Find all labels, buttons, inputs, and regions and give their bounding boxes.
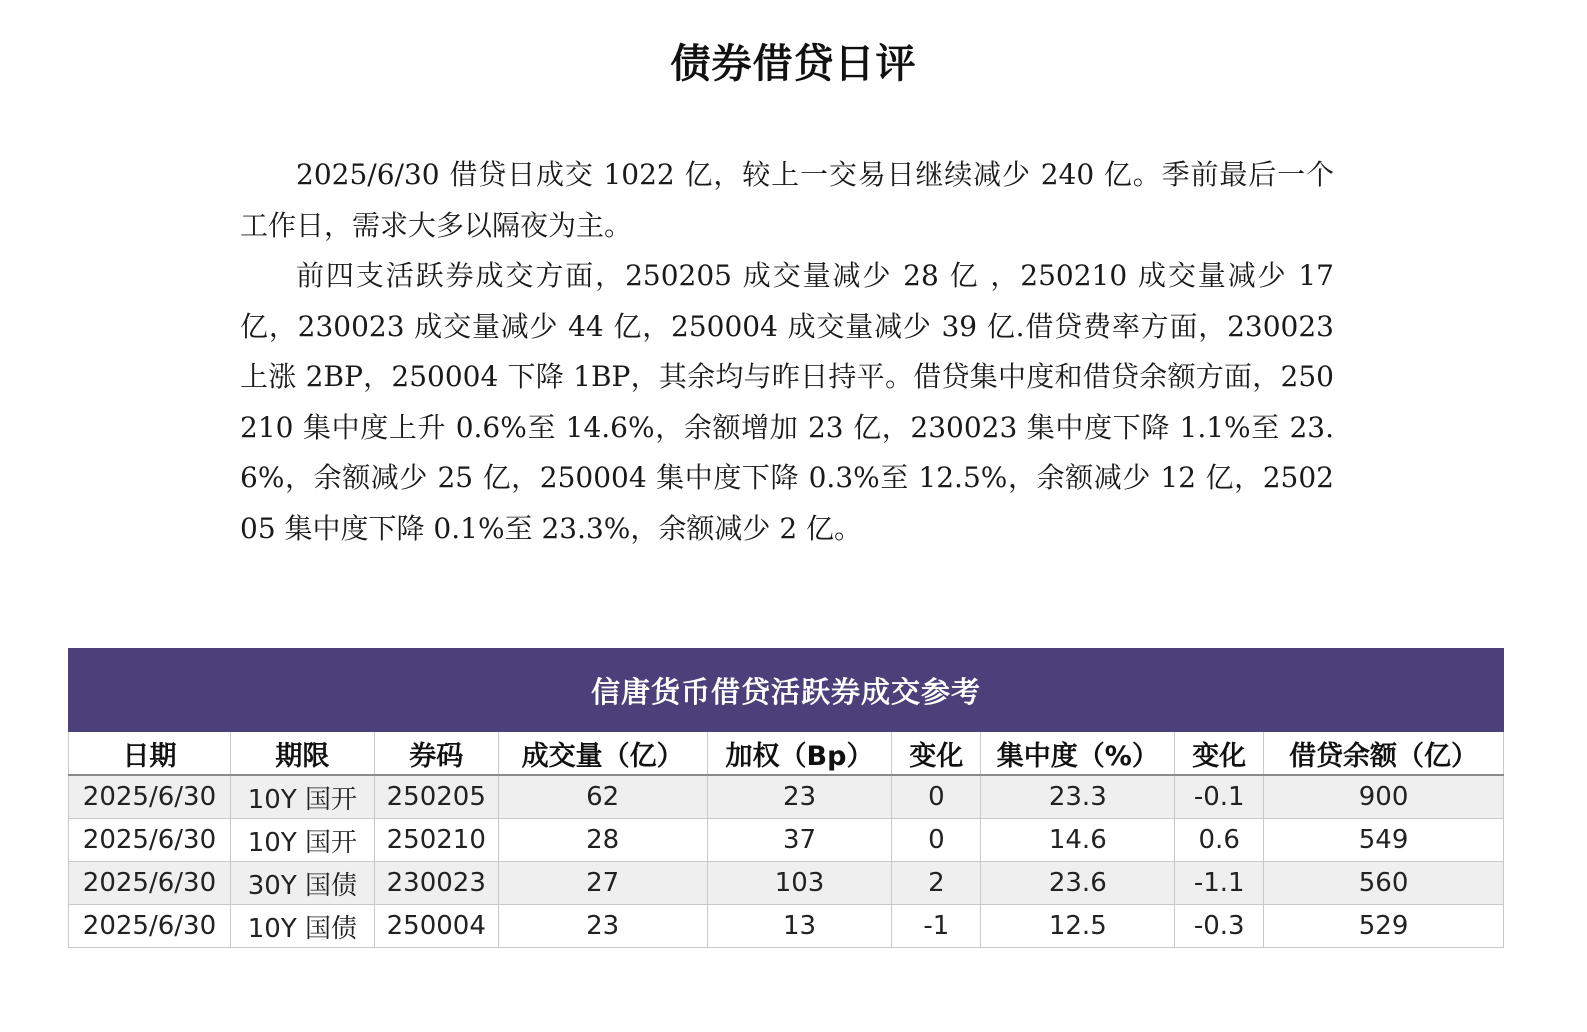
table-row: [69, 862, 1504, 905]
commentary-paragraph-2: 前四支活跃券成交方面，250205 成交量减少 28 亿 ，250210 成交量减少 17 亿，230023 成交量减少 44 亿，250004 成交量减少 39 亿.借贷费率方面，230023 上涨 2BP，250004 下降 1BP，其余均与昨日持平。借贷集中度和借贷余额方面，250210 集中度上升 0.6%至 14.6%，余额增加 23 亿，230023 集中度下降 1.1%至 23.6%，余额减少 25 亿，250004 集中度下降 0.3%至 12.5%，余额减少 12 亿，250205 集中度下降 0.1%至 23.3%，余额减少 2 亿。: [240, 259, 1334, 545]
cell-volume: 28: [498, 819, 707, 862]
cell-volume: 27: [498, 862, 707, 905]
document-title: 债券借贷日评: [670, 41, 917, 87]
cell-outstanding-balance: 560: [1264, 862, 1504, 905]
column-header-bond-code: 券码: [374, 732, 498, 776]
cell-volume: 62: [498, 775, 707, 819]
cell-concentration-change: -1.1: [1175, 862, 1264, 905]
cell-bond-code: 250205: [374, 775, 498, 819]
cell-rate-change: 2: [892, 862, 981, 905]
cell-concentration-change: -0.1: [1175, 775, 1264, 819]
cell-date: 2025/6/30: [69, 862, 231, 905]
cell-concentration: 23.3: [981, 775, 1175, 819]
cell-bond-code: 230023: [374, 862, 498, 905]
column-header-weighted-rate: 加权（Bp）: [707, 732, 892, 776]
cell-rate-change: 0: [892, 819, 981, 862]
cell-concentration: 23.6: [981, 862, 1175, 905]
cell-concentration: 12.5: [981, 905, 1175, 948]
column-header-concentration-change: 变化: [1175, 732, 1264, 776]
cell-tenor: 10Y 国开: [230, 819, 374, 862]
commentary-paragraph-1: 2025/6/30 借贷日成交 1022 亿，较上一交易日继续减少 240 亿。季前最后一个工作日，需求大多以隔夜为主。: [240, 158, 1334, 242]
cell-tenor: 10Y 国债: [230, 905, 374, 948]
cell-outstanding-balance: 549: [1264, 819, 1504, 862]
cell-concentration-change: 0.6: [1175, 819, 1264, 862]
cell-volume: 23: [498, 905, 707, 948]
column-header-rate-change: 变化: [892, 732, 981, 776]
column-header-tenor: 期限: [230, 732, 374, 776]
table-title: 信唐货币借贷活跃券成交参考: [69, 649, 1504, 732]
cell-outstanding-balance: 529: [1264, 905, 1504, 948]
cell-bond-code: 250210: [374, 819, 498, 862]
cell-rate-change: -1: [892, 905, 981, 948]
active-bonds-reference-table: [68, 648, 1504, 948]
cell-weighted-rate: 23: [707, 775, 892, 819]
commentary-text: [240, 150, 1334, 554]
cell-weighted-rate: 13: [707, 905, 892, 948]
cell-tenor: 30Y 国债: [230, 862, 374, 905]
cell-rate-change: 0: [892, 775, 981, 819]
cell-concentration: 14.6: [981, 819, 1175, 862]
cell-tenor: 10Y 国开: [230, 775, 374, 819]
table-row: [69, 905, 1504, 948]
column-header-volume: 成交量（亿）: [498, 732, 707, 776]
cell-bond-code: 250004: [374, 905, 498, 948]
column-header-concentration: 集中度（%）: [981, 732, 1175, 776]
cell-weighted-rate: 37: [707, 819, 892, 862]
column-header-date: 日期: [69, 732, 231, 776]
cell-date: 2025/6/30: [69, 905, 231, 948]
cell-date: 2025/6/30: [69, 819, 231, 862]
cell-date: 2025/6/30: [69, 775, 231, 819]
cell-outstanding-balance: 900: [1264, 775, 1504, 819]
table-header-row: [69, 732, 1504, 776]
column-header-outstanding-balance: 借贷余额（亿）: [1264, 732, 1504, 776]
table-row: [69, 775, 1504, 819]
cell-weighted-rate: 103: [707, 862, 892, 905]
table-row: [69, 819, 1504, 862]
cell-concentration-change: -0.3: [1175, 905, 1264, 948]
